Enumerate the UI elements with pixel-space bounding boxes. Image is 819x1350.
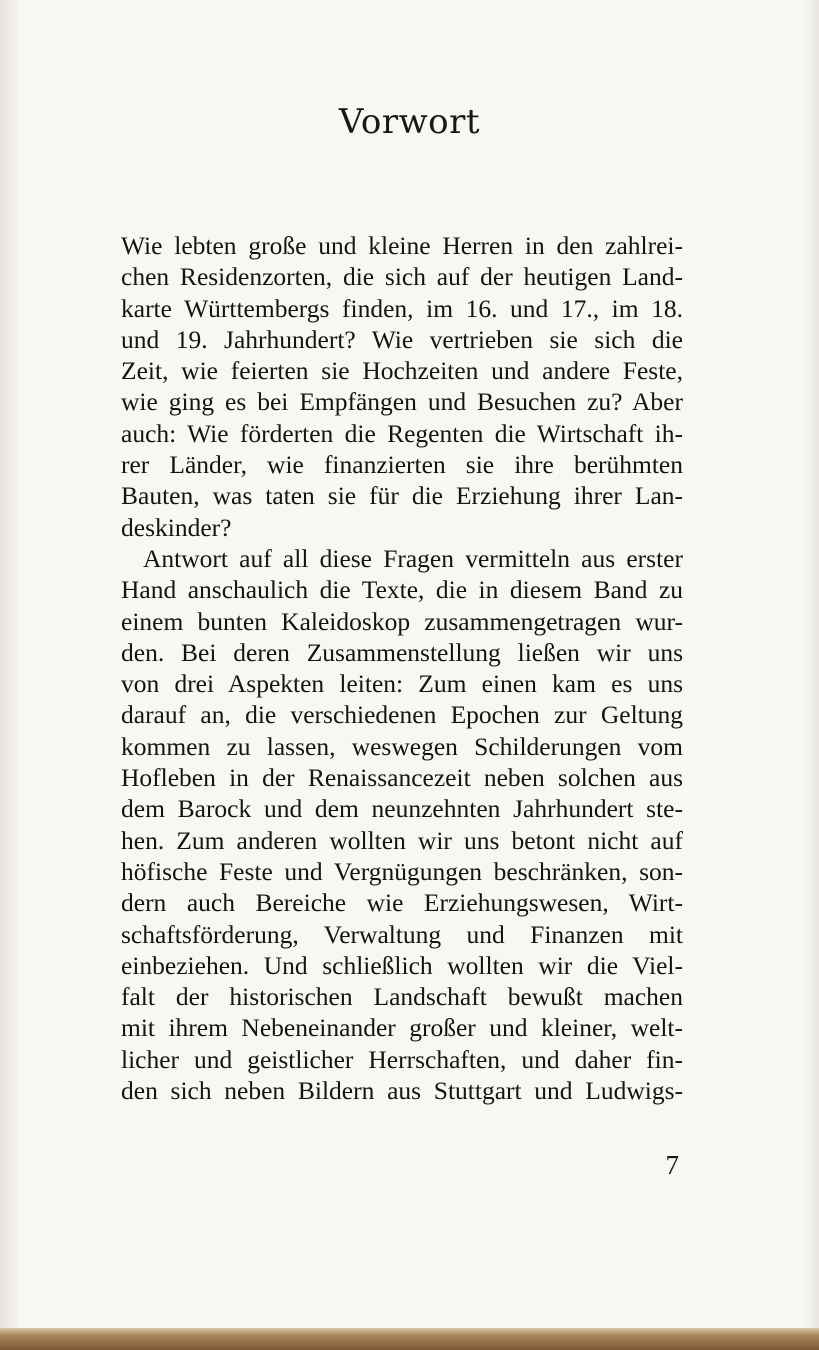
text-line: Hand anschaulich die Texte, die in diesem Band zu <box>121 575 683 605</box>
text-line: licher und geistlicher Herrschaften, und daher fin- <box>121 1044 683 1074</box>
text-line: Antwort auf all diese Fragen vermitteln aus erster <box>143 543 683 573</box>
page-left-shadow <box>0 0 18 1350</box>
text-line: einbeziehen. Und schließlich wollten wir die Viel- <box>121 950 683 980</box>
text-line: Zeit, wie feierten sie Hochzeiten und andere Feste, <box>121 356 683 386</box>
text-line: dern auch Bereiche wie Erziehungswesen, Wirt- <box>121 888 683 918</box>
text-line: und 19. Jahrhundert? Wie vertrieben sie sich die <box>121 324 683 354</box>
text-line: einem bunten Kaleidoskop zusammengetragen wur- <box>121 606 683 636</box>
page-title: Vorwort <box>338 102 481 142</box>
text-line: höfische Feste und Vergnügungen beschränken, son- <box>121 856 683 886</box>
text-line: chen Residenzorten, die sich auf der heutigen Land- <box>121 262 683 292</box>
text-line: rer Länder, wie finanzierten sie ihre berühmten <box>121 450 683 480</box>
text-line: den. Bei deren Zusammenstellung ließen wir uns <box>121 637 683 667</box>
text-line: Hofleben in der Renaissancezeit neben solchen aus <box>121 763 683 793</box>
text-line: kommen zu lassen, weswegen Schilderungen vom <box>121 731 683 761</box>
text-line: hen. Zum anderen wollten wir uns betont nicht auf <box>121 825 683 855</box>
page-number: 7 <box>665 1150 679 1180</box>
text-line: Bauten, was taten sie für die Erziehung ihrer Lan- <box>121 481 683 511</box>
text-line: Wie lebten große und kleine Herren in den zahlrei- <box>121 231 683 260</box>
text-line: den sich neben Bildern aus Stuttgart und Ludwigs- <box>121 1076 683 1106</box>
text-line: darauf an, die verschiedenen Epochen zur Geltung <box>121 700 683 730</box>
text-line: mit ihrem Nebeneinander großer und kleiner, welt- <box>121 1013 683 1043</box>
body-text <box>121 230 683 1106</box>
text-line: falt der historischen Landschaft bewußt machen <box>121 982 683 1012</box>
paragraph-1 <box>121 230 683 543</box>
text-line: schaftsförderung, Verwaltung und Finanzen mit <box>121 919 683 949</box>
text-line: deskinder? <box>121 512 232 542</box>
text-line: dem Barock und dem neunzehnten Jahrhundert ste- <box>121 794 683 824</box>
text-line: wie ging es bei Empfängen und Besuchen zu? Aber <box>121 387 683 417</box>
text-line: auch: Wie förderten die Regenten die Wirtschaft ih- <box>121 418 683 448</box>
book-bottom-edge <box>0 1328 819 1350</box>
text-line: karte Württembergs finden, im 16. und 17., im 18. <box>121 293 683 323</box>
page-right-shadow <box>805 0 819 1350</box>
paragraph-2 <box>121 543 683 1106</box>
text-line: von drei Aspekten leiten: Zum einen kam es uns <box>121 669 683 699</box>
